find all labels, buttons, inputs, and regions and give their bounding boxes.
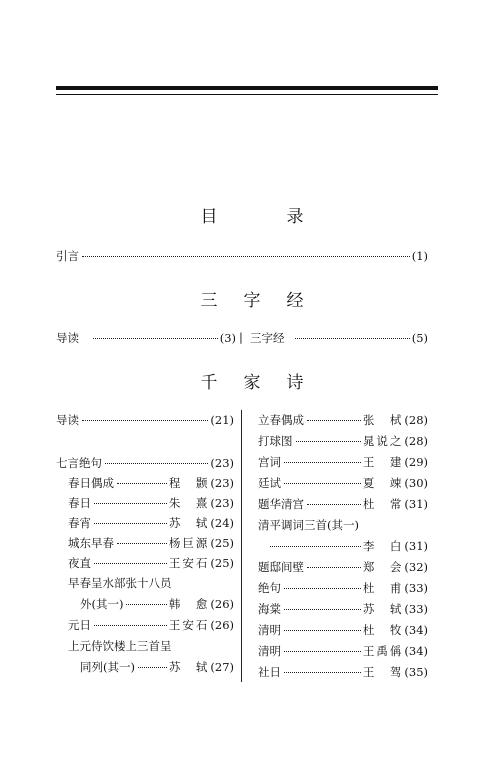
toc-entry-label: 立春偶成 bbox=[258, 413, 304, 427]
toc-entry-author: 杨巨源 bbox=[168, 536, 210, 550]
toc-entry-author: 苏 轼 bbox=[362, 602, 404, 616]
toc-entry-label: 清明 bbox=[258, 644, 281, 658]
leader-dots bbox=[284, 588, 361, 589]
toc-entry-label: 社日 bbox=[258, 665, 281, 679]
leader-dots bbox=[284, 630, 361, 631]
toc-entry-page: (25) bbox=[210, 536, 234, 550]
header-rule-thick bbox=[56, 86, 438, 90]
toc-entry-author: 王安石 bbox=[168, 556, 210, 570]
leader-dots bbox=[138, 667, 167, 668]
toc-entry-label: 宫词 bbox=[258, 455, 281, 469]
leader-dots bbox=[82, 420, 208, 421]
toc-entry-label: 导读 bbox=[56, 331, 79, 345]
leader-dots bbox=[94, 523, 167, 524]
toc-entry-label: 廷试 bbox=[258, 476, 281, 490]
toc-entry-label[interactable]: 上元侍饮楼上三首呈 bbox=[68, 639, 172, 653]
toc-entry-label[interactable]: 清平调词三首(其一) bbox=[258, 518, 359, 532]
toc-entry[interactable] bbox=[258, 664, 428, 680]
toc-entry[interactable] bbox=[258, 475, 428, 491]
leader-dots bbox=[117, 483, 167, 484]
toc-entry-label: 元日 bbox=[68, 618, 91, 632]
leader-dots bbox=[94, 503, 167, 504]
toc-entry-sanzijing-guide[interactable] bbox=[56, 330, 236, 346]
toc-entry[interactable] bbox=[56, 412, 234, 428]
toc-entry-page: (21) bbox=[210, 413, 234, 427]
leader-dots bbox=[284, 462, 361, 463]
leader-dots bbox=[307, 567, 361, 568]
toc-entry-intro[interactable] bbox=[56, 248, 428, 264]
toc-entry-page: (30) bbox=[404, 476, 428, 490]
toc-entry-author: 朱 熹 bbox=[168, 496, 210, 510]
toc-entry-label: 引言 bbox=[56, 249, 79, 263]
toc-entry-label: 题华清宫 bbox=[258, 497, 304, 511]
toc-entry[interactable] bbox=[68, 495, 234, 511]
leader-dots bbox=[82, 256, 410, 257]
toc-entry[interactable] bbox=[80, 596, 234, 612]
toc-entry[interactable] bbox=[270, 538, 428, 554]
toc-entry[interactable] bbox=[68, 555, 234, 571]
toc-entry-page: (31) bbox=[404, 539, 428, 553]
toc-entry[interactable] bbox=[258, 601, 428, 617]
section-heading-sanzijing: 三字经 bbox=[200, 291, 330, 311]
column-separator: | bbox=[239, 330, 243, 344]
toc-entry[interactable] bbox=[258, 580, 428, 596]
leader-dots bbox=[93, 338, 218, 339]
toc-entry-page: (23) bbox=[210, 496, 234, 510]
toc-entry-label: 城东早春 bbox=[68, 536, 114, 550]
toc-entry-author: 程 颢 bbox=[168, 476, 210, 490]
toc-entry-page: (31) bbox=[404, 497, 428, 511]
leader-dots bbox=[94, 563, 167, 564]
toc-entry-author: 王禹偁 bbox=[362, 644, 404, 658]
toc-entry-label: 三字经 bbox=[250, 331, 285, 345]
toc-entry[interactable] bbox=[258, 433, 428, 449]
toc-entry-page: (1) bbox=[411, 249, 428, 263]
toc-entry[interactable] bbox=[68, 475, 234, 491]
toc-entry-label: 题邸间壁 bbox=[258, 560, 304, 574]
toc-entry-page: (32) bbox=[404, 560, 428, 574]
toc-entry-author: 王 建 bbox=[362, 455, 404, 469]
toc-entry-author: 王安石 bbox=[168, 618, 210, 632]
leader-dots bbox=[105, 463, 208, 464]
leader-dots bbox=[270, 546, 361, 547]
leader-dots bbox=[117, 543, 167, 544]
toc-entry-author: 韩 愈 bbox=[168, 597, 210, 611]
toc-entry-label: 导读 bbox=[56, 413, 79, 427]
toc-entry[interactable] bbox=[258, 559, 428, 575]
leader-dots bbox=[126, 604, 166, 605]
leader-dots bbox=[307, 504, 361, 505]
toc-entry[interactable] bbox=[80, 659, 234, 675]
toc-entry[interactable] bbox=[68, 515, 234, 531]
toc-entry-page: (3) bbox=[219, 331, 236, 345]
toc-entry-page: (26) bbox=[210, 618, 234, 632]
toc-entry-page: (23) bbox=[210, 456, 234, 470]
toc-entry-author: 李 白 bbox=[362, 539, 404, 553]
toc-entry-author: 王 驾 bbox=[362, 665, 404, 679]
leader-dots bbox=[295, 338, 410, 339]
toc-entry-page: (25) bbox=[210, 556, 234, 570]
toc-entry-label: 春日偶成 bbox=[68, 476, 114, 490]
column-divider bbox=[241, 410, 242, 682]
toc-entry-author: 杜 甫 bbox=[362, 581, 404, 595]
toc-entry-label: 打球图 bbox=[258, 434, 293, 448]
leader-dots bbox=[296, 441, 361, 442]
toc-entry-page: (26) bbox=[210, 597, 234, 611]
toc-entry[interactable] bbox=[68, 617, 234, 633]
section-heading-qianjiashi: 千家诗 bbox=[200, 373, 330, 393]
toc-entry-author: 郑 会 bbox=[362, 560, 404, 574]
toc-entry-author: 晁说之 bbox=[362, 434, 404, 448]
leader-dots bbox=[94, 625, 167, 626]
toc-entry-page: (28) bbox=[404, 434, 428, 448]
toc-entry-page: (33) bbox=[404, 602, 428, 616]
header-rule-thin bbox=[56, 94, 438, 95]
toc-entry-page: (34) bbox=[404, 623, 428, 637]
toc-entry-author: 杜 常 bbox=[362, 497, 404, 511]
toc-entry-page: (35) bbox=[404, 665, 428, 679]
toc-entry-page: (5) bbox=[411, 331, 428, 345]
toc-entry-page: (34) bbox=[404, 644, 428, 658]
toc-entry-author: 苏 轼 bbox=[168, 660, 210, 674]
toc-entry-page: (29) bbox=[404, 455, 428, 469]
toc-entry-label: 绝句 bbox=[258, 581, 281, 595]
toc-entry[interactable] bbox=[258, 643, 428, 659]
toc-entry[interactable] bbox=[258, 454, 428, 470]
leader-dots bbox=[284, 483, 361, 484]
toc-entry-label: 海棠 bbox=[258, 602, 281, 616]
toc-entry-author: 杜 牧 bbox=[362, 623, 404, 637]
toc-entry-label[interactable]: 早春呈水部张十八员 bbox=[68, 576, 172, 590]
toc-entry-label: 七言绝句 bbox=[56, 456, 102, 470]
leader-dots bbox=[284, 651, 361, 652]
toc-entry-author: 张 栻 bbox=[362, 413, 404, 427]
toc-entry-page: (24) bbox=[210, 516, 234, 530]
leader-dots bbox=[284, 672, 361, 673]
toc-entry-label: 春日 bbox=[68, 496, 91, 510]
toc-entry-label: 外(其一) bbox=[80, 597, 124, 611]
toc-entry-label: 春宵 bbox=[68, 516, 91, 530]
leader-dots bbox=[284, 609, 361, 610]
toc-entry-page: (23) bbox=[210, 476, 234, 490]
toc-entry[interactable] bbox=[68, 535, 234, 551]
toc-entry-page: (28) bbox=[404, 413, 428, 427]
toc-entry-label: 清明 bbox=[258, 623, 281, 637]
toc-entry-author: 苏 轼 bbox=[168, 516, 210, 530]
toc-entry[interactable] bbox=[258, 622, 428, 638]
toc-entry-page: (27) bbox=[210, 660, 234, 674]
toc-entry[interactable] bbox=[258, 496, 428, 512]
toc-entry[interactable] bbox=[258, 412, 428, 428]
toc-entry[interactable] bbox=[56, 455, 234, 471]
toc-entry-author: 夏 竦 bbox=[362, 476, 404, 490]
page-title: 目 录 bbox=[200, 207, 330, 227]
leader-dots bbox=[307, 420, 361, 421]
toc-entry-label: 同列(其一) bbox=[80, 660, 135, 674]
toc-entry-label: 夜直 bbox=[68, 556, 91, 570]
toc-entry-sanzijing[interactable] bbox=[250, 330, 428, 346]
toc-entry-page: (33) bbox=[404, 581, 428, 595]
